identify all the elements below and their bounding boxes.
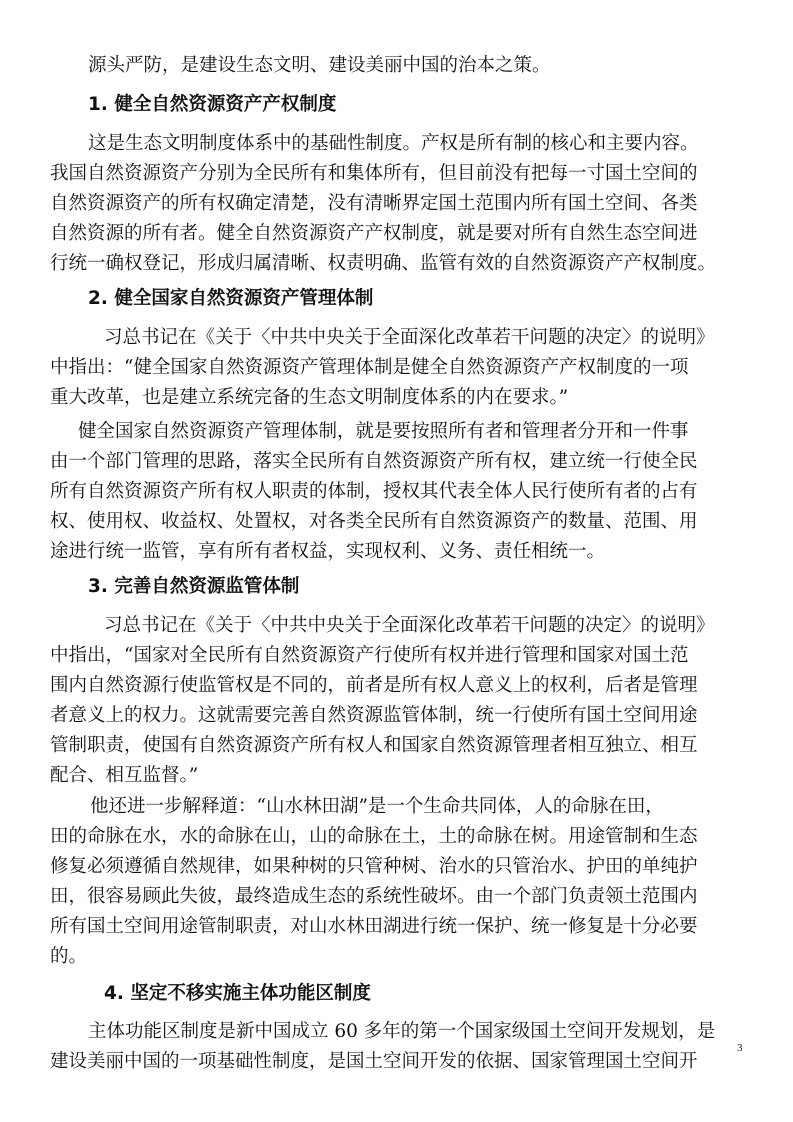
body-line: 习总书记在《关于〈中共中央关于全面深化改革若干问题的决定〉的说明》 — [104, 327, 715, 348]
body-line: 习总书记在《关于〈中共中央关于全面深化改革若干问题的决定〉的说明》 — [104, 615, 715, 636]
section-heading-3: 3. 完善自然资源监管体制 — [88, 576, 300, 597]
section-heading-1: 1. 健全自然资源资产产权制度 — [88, 94, 337, 115]
body-line: 途进行统一监管，享有所有者权益，实现权利、义务、责任相统一。 — [50, 541, 606, 562]
section-heading-2: 2. 健全国家自然资源资产管理体制 — [88, 288, 374, 309]
body-line: 自然资源的所有者。健全自然资源资产产权制度，就是要对所有自然生态空间进 — [50, 223, 698, 244]
body-line: 配合、相互监督。” — [50, 765, 199, 786]
body-line: 主体功能区制度是新中国成立 60 多年的第一个国家级国土空间开发规划，是 — [88, 1021, 716, 1042]
body-line: 的。 — [50, 946, 88, 967]
body-line: 建设美丽中国的一项基础性制度，是国土空间开发的依据、国家管理国土空间开 — [50, 1051, 698, 1072]
body-line: 所有国土空间用途管制职责，对山水林田湖进行统一保护、统一修复是十分必要 — [50, 916, 698, 937]
body-line: 行统一确权登记，形成归属清晰、权责明确、监管有效的自然资源资产产权制度。 — [50, 253, 717, 274]
body-line: 重大改革，也是建立系统完备的生态文明制度体系的内在要求。” — [50, 387, 569, 408]
body-line: 者意义上的权力。这就需要完善自然资源监管体制，统一行使所有国土空间用途 — [50, 705, 698, 726]
body-line: 中指出，“国家对全民所有自然资源资产行使所有权并进行管理和国家对国土范 — [50, 645, 689, 666]
body-line: 中指出：“健全国家自然资源资产管理体制是健全自然资源资产产权制度的一项 — [50, 357, 689, 378]
body-line: 田，很容易顾此失彼，最终造成生态的系统性破坏。由一个部门负责领土范围内 — [50, 886, 698, 907]
section-heading-4: 4. 坚定不移实施主体功能区制度 — [104, 983, 371, 1004]
body-line: 权、使用权、收益权、处置权，对各类全民所有自然资源资产的数量、范围、用 — [50, 511, 698, 532]
body-line: 由一个部门管理的思路，落实全民所有自然资源资产所有权，建立统一行使全民 — [50, 451, 698, 472]
body-line: 修复必须遵循自然规律，如果种树的只管种树、治水的只管治水、护田的单纯护 — [50, 856, 698, 877]
body-line: 所有自然资源资产所有权人职责的体制，授权其代表全体人民行使所有者的占有 — [50, 481, 698, 502]
body-line: 他还进一步解释道：“山水林田湖”是一个生命共同体，人的命脉在田， — [90, 796, 664, 817]
body-line: 管制职责，使国有自然资源资产所有权人和国家自然资源管理者相互独立、相互 — [50, 735, 698, 756]
page-number: 3 — [737, 1042, 743, 1054]
body-line: 源头严防，是建设生态文明、建设美丽中国的治本之策。 — [88, 55, 551, 76]
body-line: 这是生态文明制度体系中的基础性制度。产权是所有制的核心和主要内容。 — [88, 133, 699, 154]
body-line: 围内自然资源行使监管权是不同的，前者是所有权人意义上的权利，后者是管理 — [50, 675, 698, 696]
body-line: 我国自然资源资产分别为全民所有和集体所有，但目前没有把每一寸国土空间的 — [50, 163, 698, 184]
body-line: 田的命脉在水，水的命脉在山，山的命脉在土，土的命脉在树。用途管制和生态 — [50, 826, 698, 847]
body-line: 健全国家自然资源资产管理体制，就是要按照所有者和管理者分开和一件事 — [78, 421, 689, 442]
body-line: 自然资源资产的所有权确定清楚，没有清晰界定国土范围内所有国土空间、各类 — [50, 193, 698, 214]
